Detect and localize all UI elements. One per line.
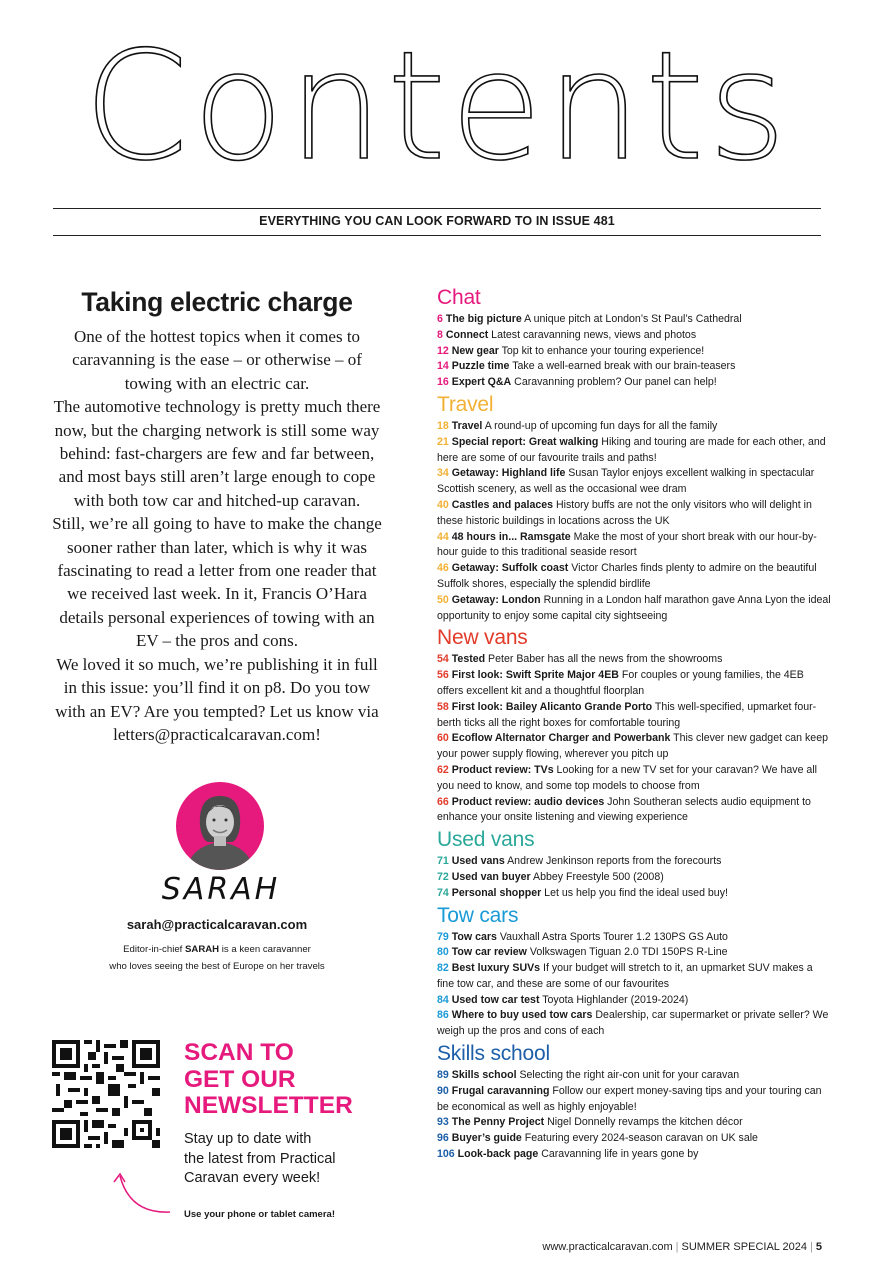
toc-page-number: 89 [437,1069,449,1082]
toc-entry[interactable] [437,593,832,625]
toc-entry[interactable] [437,344,832,360]
toc-entry-description: Andrew Jenkinson reports from the forecourts [504,855,722,868]
toc-section [437,826,832,901]
toc-entry[interactable] [437,1115,832,1131]
toc-entry-description: Let us help you find the ideal used buy! [541,886,728,899]
toc-entry[interactable] [437,795,832,827]
toc-page-number: 50 [437,593,449,606]
toc-entry-description: A round-up of upcoming fun days for all the family [482,419,718,432]
toc-entry-title: Getaway: London [451,593,541,606]
editor-heading: Taking electric charge [81,287,353,317]
toc-section [437,902,832,1041]
toc-entry-description: Abbey Freestyle 500 (2008) [530,870,664,883]
toc-entry[interactable] [437,419,832,435]
toc-entry-description: Featuring every 2024-season caravan on UK sale [521,1132,758,1145]
toc-entry-title: Best luxury SUVs [451,962,541,975]
toc-page-number: 16 [437,376,449,389]
toc-section [437,391,832,624]
toc-entry-description: Looking for a new TV set for your caravan? We have all you need to know, and some top models to choose from [437,763,818,792]
toc-entry-title: Used van buyer [451,870,531,883]
toc-entry-title: Getaway: Suffolk coast [451,562,569,575]
toc-entry[interactable] [437,731,832,763]
toc-entry[interactable] [437,1131,832,1147]
toc-entry-title: Look-back page [457,1148,539,1161]
toc-entry-title: The Penny Project [451,1116,545,1129]
footer-separator: | [675,1241,679,1253]
toc-entry-description: Follow our expert money-saving tips and your touring can be economical as well as highly enjoyable! [437,1084,822,1113]
toc-entry-title: The big picture [445,313,522,325]
toc-page-number: 18 [437,419,449,432]
toc-entry-title: Used vans [451,855,505,868]
toc-page-number: 8 [437,328,443,341]
toc-entry[interactable] [437,498,832,530]
toc-entry[interactable] [437,435,832,467]
toc-entry-title: Getaway: Highland life [451,467,566,480]
toc-page-number: 74 [437,886,449,899]
table-of-contents [437,284,832,1163]
toc-entry[interactable] [437,1147,832,1163]
toc-page-number: 62 [437,763,449,776]
toc-entry-description: Dealership, car supermarket or private seller? We weigh up the pros and cons of each [437,1009,829,1038]
toc-entry-description: This clever new gadget can keep your power supply flowing, wherever you pitch up [437,732,828,761]
toc-page-number: 54 [437,653,449,666]
page-title: Contents [83,20,791,194]
toc-entry-title: Castles and palaces [451,498,554,511]
newsletter-title-line: NEWSLETTER [184,1092,353,1119]
toc-entry[interactable] [437,993,832,1009]
editor-paragraph: Still, we’re all going to have to make the change sooner rather than later, which is why it was fascinating to read a letter from one reader that we received last week. In it, Francis O’Hara details personal experiences of towing with an EV – the pros and cons. [52,514,382,651]
toc-entry[interactable] [437,328,832,344]
bio-name: SARAH [185,944,220,955]
bio-text: Editor-in-chief [123,944,185,955]
toc-entry[interactable] [437,700,832,732]
toc-page-number: 90 [437,1084,449,1097]
toc-entry-description: Hiking and touring are made for each other, and here are some of our favourite trails and paths! [437,435,826,464]
toc-entry[interactable] [437,668,832,700]
toc-page-number: 86 [437,1009,449,1022]
toc-entry-description: This well-specified, upmarket four-berth ticks all the right boxes for comfortable touring [437,700,817,729]
toc-entry-title: Where to buy used tow cars [451,1009,593,1022]
toc-page-number: 96 [437,1132,449,1145]
toc-entry-title: Expert Q&A [451,376,512,389]
toc-entry-description: Victor Charles finds plenty to admire on the beautiful Suffolk shores, especially the splendid birdlife [437,562,817,590]
toc-page-number: 72 [437,870,449,883]
toc-entry-description: Running in a London half marathon gave Anna Lyon the ideal opportunity to enjoy some capital city sightseeing [437,593,831,622]
toc-entry[interactable] [437,1068,832,1084]
bio-text: is a keen caravanner [219,944,311,955]
editor-signature: SARAH [161,872,281,907]
toc-page-number: 79 [437,930,449,943]
page-footer [542,1241,822,1253]
newsletter-text-line: Stay up to date with [184,1131,312,1147]
editor-bio [52,942,382,975]
toc-entry-description: Take a well-earned break with our brain-teasers [509,360,736,373]
toc-entry[interactable] [437,359,832,375]
toc-entry-description: Caravanning problem? Our panel can help! [511,376,717,389]
toc-entry[interactable] [437,930,832,946]
toc-section-heading: Chat [437,286,481,309]
toc-entry-description: Make the most of your short break with our hour-by-hour guide to this traditional seaside resort [437,530,817,559]
toc-entry-description: Toyota Highlander (2019-2024) [539,993,689,1006]
toc-entry-description: Top kit to enhance your touring experience! [498,344,705,357]
newsletter-description [184,1130,384,1189]
toc-section [437,284,832,391]
toc-entry-title: New gear [451,344,499,357]
toc-entry-title: Product review: TVs [451,763,554,776]
toc-entry-description: Latest caravanning news, views and photos [488,328,697,341]
toc-entry-title: First look: Bailey Alicanto Grande Porto [451,700,653,713]
toc-page-number: 6 [437,313,443,325]
toc-page-number: 14 [437,360,449,373]
editor-letter [52,282,382,746]
toc-entry-description: John Southeran selects audio equipment to enhance your onsite listening and viewing experience [437,795,811,824]
page-number: 5 [815,1241,822,1253]
toc-entry[interactable] [437,561,832,593]
toc-entry-title: Tow car review [451,946,527,959]
toc-entry[interactable] [437,886,832,902]
qr-code[interactable] [52,1040,160,1148]
toc-page-number: 84 [437,993,449,1006]
toc-entry-title: Used tow car test [451,993,540,1006]
toc-section-heading: Travel [437,392,494,416]
toc-entry[interactable] [437,466,832,498]
footer-website[interactable]: www.practicalcaravan.com [542,1241,673,1253]
toc-section [437,624,832,826]
editor-paragraph: One of the hottest topics when it comes to caravanning is the ease – or otherwise – of towing with an electric car. [72,327,362,393]
toc-page-number: 66 [437,795,449,808]
toc-entry-description: Vauxhall Astra Sports Tourer 1.2 130PS GS Auto [496,930,728,943]
newsletter-title-line: GET OUR [184,1065,296,1093]
toc-entry[interactable] [437,945,832,961]
toc-entry-title: Special report: Great walking [451,435,599,448]
editor-paragraph: The automotive technology is pretty much there now, but the charging network is still some way behind: fast-chargers are few and far between, and most bays still aren’t large enough to cope with both tow car and hitched-up caravan. [53,397,381,510]
toc-entry-description: Nigel Donnelly revamps the kitchen décor [544,1116,743,1129]
toc-entry-title: Connect [445,328,489,341]
newsletter-hint: Use your phone or tablet camera! [184,1209,335,1220]
toc-entry-description: Caravanning life in years gone by [538,1148,699,1161]
toc-entry[interactable] [437,312,832,328]
newsletter-title [184,1040,394,1120]
curved-arrow-icon [110,1168,172,1216]
newsletter-text-line: Caravan every week! [184,1170,321,1186]
editor-avatar [176,782,264,870]
toc-entry-description: Selecting the right air-con unit for your caravan [516,1069,740,1082]
toc-entry[interactable] [437,652,832,668]
footer-issue: SUMMER SPECIAL 2024 [681,1241,808,1253]
toc-entry-description: Susan Taylor enjoys excellent walking in spectacular Scottish scenery, as well as the occasional wee dram [437,467,815,496]
toc-entry-title: 48 hours in... Ramsgate [451,530,571,543]
toc-entry-description: If your budget will stretch to it, an upmarket SUV makes a fine tow car, and these are some of our favourites [437,962,813,990]
toc-entry[interactable] [437,961,832,993]
toc-page-number: 34 [437,467,449,480]
toc-entry-description: Volkswagen Tiguan 2.0 TDI 150PS R-Line [526,946,728,959]
toc-page-number: 12 [437,344,449,357]
toc-entry-title: Personal shopper [451,886,542,899]
toc-entry-title: Travel [451,419,483,432]
toc-page-number: 44 [437,530,449,543]
toc-page-number: 80 [437,946,449,959]
toc-entry-title: Tow cars [451,930,497,943]
toc-entry-title: Product review: audio devices [451,795,605,808]
toc-page-number: 71 [437,855,449,868]
toc-entry-title: Skills school [451,1069,517,1082]
toc-section-heading: Skills school [437,1042,550,1066]
toc-entry-description: For couples or young families, the 4EB offers excellent kit and a thoughtful floorplan [437,669,804,697]
bio-text: who loves seeing the best of Europe on her travels [109,960,325,972]
toc-page-number: 40 [437,498,449,511]
toc-page-number: 106 [437,1148,455,1161]
toc-section-heading: Tow cars [437,903,519,927]
footer-separator: | [810,1241,813,1253]
toc-entry[interactable] [437,1084,832,1116]
editor-body [52,325,382,746]
toc-page-number: 21 [437,435,449,448]
toc-section-heading: New vans [437,626,528,650]
masthead [0,0,874,210]
toc-entry[interactable] [437,763,832,795]
toc-entry[interactable] [437,530,832,562]
toc-page-number: 60 [437,732,449,745]
newsletter-title-line: SCAN TO [184,1039,294,1066]
toc-entry-description: History buffs are not the only visitors who will delight in these historic buildings in locations across the UK [437,498,812,527]
toc-entry-title: Ecoflow Alternator Charger and Powerbank [451,732,671,745]
toc-entry-description: A unique pitch at London’s St Paul’s Cathedral [521,313,742,325]
editor-email[interactable]: sarah@practicalcaravan.com [126,917,308,932]
toc-entry[interactable] [437,854,832,870]
toc-entry-title: Tested [451,653,486,666]
toc-section [437,1040,832,1163]
toc-page-number: 93 [437,1116,449,1129]
toc-page-number: 46 [437,562,449,575]
issue-kicker: EVERYTHING YOU CAN LOOK FORWARD TO IN ISSUE 481 [259,214,615,228]
toc-page-number: 56 [437,669,449,682]
toc-entry[interactable] [437,1008,832,1040]
toc-entry-title: Frugal caravanning [451,1084,550,1097]
toc-entry-title: First look: Swift Sprite Major 4EB [451,669,619,682]
toc-page-number: 82 [437,962,449,975]
divider [53,208,821,209]
divider [53,235,821,236]
toc-entry-title: Buyer’s guide [451,1132,522,1145]
toc-entry[interactable] [437,870,832,886]
editor-paragraph: We loved it so much, we’re publishing it in full in this issue: you’ll find it on p8. Do you tow with an EV? Are you tempted? Let us know via letters@practicalcaravan.com! [55,654,379,744]
toc-entry-description: Peter Baber has all the news from the showrooms [485,653,723,666]
toc-page-number: 58 [437,700,449,713]
toc-entry-title: Puzzle time [451,360,510,373]
toc-entry[interactable] [437,375,832,391]
newsletter-text-line: the latest from Practical [184,1150,336,1167]
toc-section-heading: Used vans [437,828,535,852]
